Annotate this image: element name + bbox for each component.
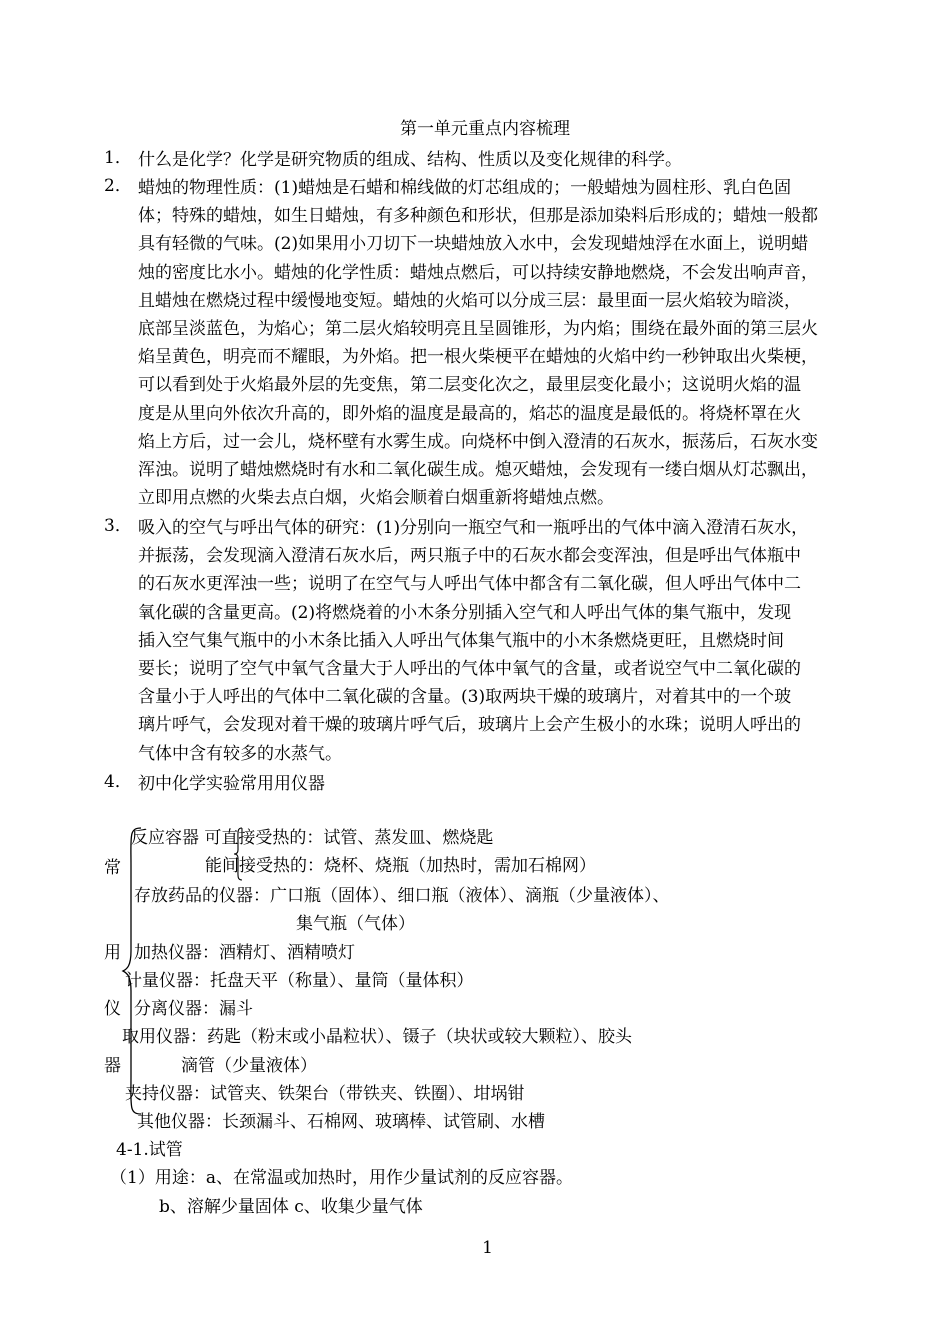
apparatus-line: 取用仪器：药匙（粉末或小晶粒状）、镊子（块状或较大颗粒）、胶头 xyxy=(122,1027,632,1047)
item-3-line: 氧化碳的含量更高。(2)将燃烧着的小木条分别插入空气和人呼出气体的集气瓶中，发现 xyxy=(138,602,792,623)
item-3-line: 的石灰水更浑浊一些；说明了在空气与人呼出气体中都含有二氧化碳，但人呼出气体中二 xyxy=(138,574,801,595)
apparatus-line: 夹持仪器：试管夹、铁架台（带铁夹、铁圈）、坩埚钳 xyxy=(125,1084,525,1104)
item-3-line: 璃片呼气，会发现对着干燥的玻璃片呼气后，玻璃片上会产生极小的水珠；说明人呼出的 xyxy=(138,715,801,736)
item-number-1: 1． xyxy=(104,148,132,168)
item-3-line: 气体中含有较多的水蒸气。 xyxy=(138,743,342,764)
item-2-line: 立即用点燃的火柴去点白烟，火焰会顺着白烟重新将蜡烛点燃。 xyxy=(138,488,614,509)
item-2-line: 底部呈淡蓝色，为焰心；第二层火焰较明亮且呈圆锥形，为内焰；围绕在最外面的第三层火 xyxy=(138,319,818,340)
item-2-line: 具有轻微的气味。(2)如果用小刀切下一块蜡烛放入水中，会发现蜡烛浮在水面上，说明蜡 xyxy=(138,234,809,255)
page-number: 1 xyxy=(482,1238,493,1258)
item-4-line: 初中化学实验常用用仪器 xyxy=(138,774,325,794)
apparatus-line: 能间接受热的：烧杯、烧瓶（加热时，需加石棉网） xyxy=(205,856,596,876)
item-2-line: 蜡烛的物理性质：(1)蜡烛是石蜡和棉线做的灯芯组成的；一般蜡烛为圆柱形、乳白色固 xyxy=(138,178,792,198)
item-2-line: 度是从里向外依次升高的，即外焰的温度是最高的，焰芯的温度是最低的。将烧杯罩在火 xyxy=(138,403,801,424)
item-3-line: 插入空气集气瓶中的小木条比插入人呼出气体集气瓶中的小木条燃烧更旺，且燃烧时间 xyxy=(138,630,784,651)
apparatus-line: 反应容器 可直接受热的：试管、蒸发皿、燃烧匙 xyxy=(131,828,494,848)
side-label-char: 常 xyxy=(104,858,121,878)
subsection-heading: 4-1.试管 xyxy=(116,1140,183,1160)
item-number-2: 2． xyxy=(104,176,132,196)
apparatus-line: 存放药品的仪器：广口瓶（固体）、细口瓶（液体）、滴瓶（少量液体）、 xyxy=(134,886,670,906)
item-2-line: 体；特殊的蜡烛，如生日蜡烛，有多种颜色和形状，但那是添加染料后形成的；蜡烛一般都 xyxy=(138,206,818,227)
item-2-line: 烛的密度比水小。蜡烛的化学性质：蜡烛点燃后，可以持续安静地燃烧，不会发出响声音， xyxy=(138,262,818,283)
apparatus-line: 滴管（少量液体） xyxy=(181,1056,317,1076)
item-2-line: 且蜡烛在燃烧过程中缓慢地变短。蜡烛的火焰可以分成三层：最里面一层火焰较为暗淡， xyxy=(138,290,801,311)
item-2-line: 可以看到处于火焰最外层的先变焦，第二层变化次之，最里层变化最小；这说明火焰的温 xyxy=(138,375,801,396)
item-number-4: 4． xyxy=(104,772,132,792)
side-label-char: 器 xyxy=(104,1056,121,1076)
item-3-line: 并振荡，会发现滴入澄清石灰水后，两只瓶子中的石灰水都会变浑浊，但是呼出气体瓶中 xyxy=(138,546,801,567)
item-2-line: 焰呈黄色，明亮而不耀眼，为外焰。把一根火柴梗平在蜡烛的火焰中约一秒钟取出火柴梗， xyxy=(138,347,818,368)
item-3-line: 吸入的空气与呼出气体的研究：(1)分别向一瓶空气和一瓶呼出的气体中滴入澄清石灰水， xyxy=(138,518,809,538)
apparatus-line: 分离仪器：漏斗 xyxy=(134,999,253,1019)
item-4-text xyxy=(138,770,880,798)
side-label-char: 仪 xyxy=(104,999,121,1019)
apparatus-line: 其他仪器：长颈漏斗、石棉网、玻璃棒、试管刷、水槽 xyxy=(137,1112,545,1132)
item-2-line: 焰上方后，过一会儿，烧杯壁有水雾生成。向烧杯中倒入澄清的石灰水，振荡后，石灰水变 xyxy=(138,431,818,452)
item-2-text xyxy=(138,174,880,512)
item-3-text xyxy=(138,514,880,768)
item-1-line: 什么是化学？化学是研究物质的组成、结构、性质以及变化规律的科学。 xyxy=(138,150,682,170)
subsection-use-line: （1）用途：a、在常温或加热时，用作少量试剂的反应容器。 xyxy=(110,1168,573,1188)
side-label-char: 用 xyxy=(104,943,121,963)
item-1-text xyxy=(138,146,880,174)
subsection-use-line: b、溶解少量固体 c、收集少量气体 xyxy=(159,1197,423,1217)
item-3-line: 要长；说明了空气中氧气含量大于人呼出的气体中氧气的含量，或者说空气中二氧化碳的 xyxy=(138,659,801,680)
item-2-line: 浑浊。说明了蜡烛燃烧时有水和二氧化碳生成。熄灭蜡烛，会发现有一缕白烟从灯芯飘出， xyxy=(138,460,818,481)
apparatus-line: 加热仪器：酒精灯、酒精喷灯 xyxy=(134,943,355,963)
item-3-line: 含量小于人呼出的气体中二氧化碳的含量。(3)取两块干燥的玻璃片，对着其中的一个玻 xyxy=(138,687,792,708)
apparatus-line: 计量仪器：托盘天平（称量）、量筒（量体积） xyxy=(125,971,474,991)
page-title: 第一单元重点内容梳理 xyxy=(400,119,570,139)
item-number-3: 3． xyxy=(104,516,132,536)
apparatus-line: 集气瓶（气体） xyxy=(296,914,415,934)
